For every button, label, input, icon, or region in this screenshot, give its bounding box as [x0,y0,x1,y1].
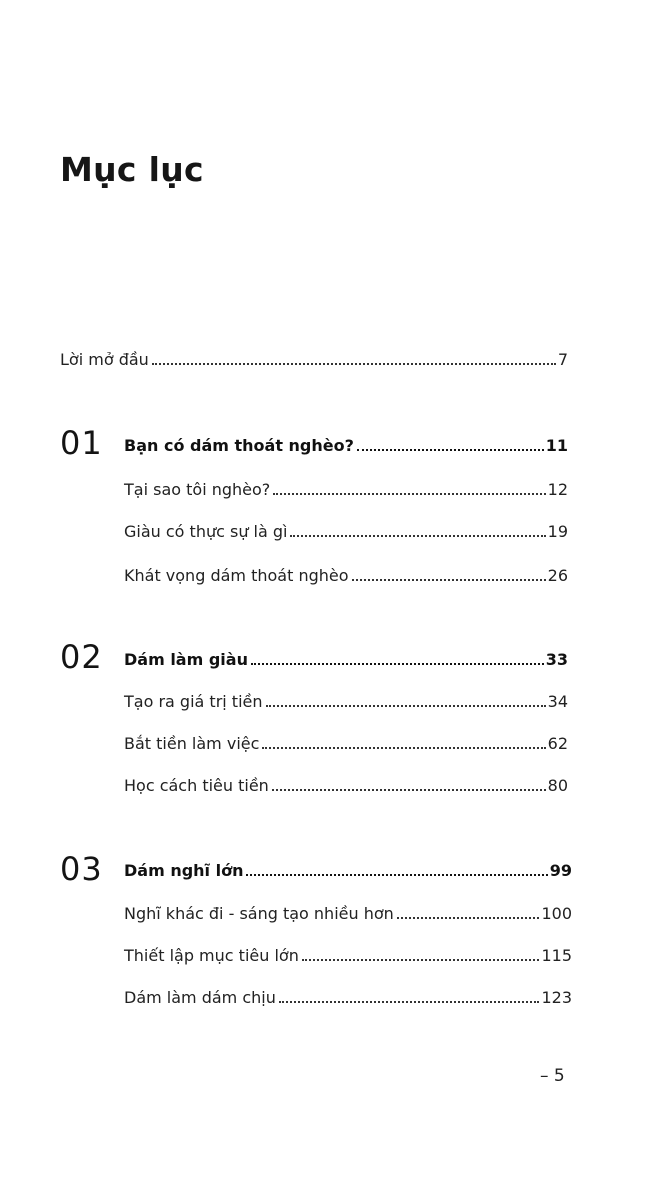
section-page: 62 [547,734,568,753]
dot-leader [290,535,545,537]
chapter-page: 99 [549,861,572,880]
dot-leader [246,874,547,876]
section-label: Bắt tiền làm việc [124,734,260,753]
section-label: Tại sao tôi nghèo? [124,480,271,499]
section-label: Dám làm dám chịu [124,988,276,1007]
dot-leader [357,449,544,451]
toc-section-entry [124,984,572,1008]
section-page: 19 [547,522,568,541]
section-page: 34 [547,692,568,711]
dot-leader [352,579,546,581]
page-title: Mục lục [60,150,204,189]
section-label: Học cách tiêu tiền [124,776,269,795]
chapter-number: 03 [60,850,103,888]
toc-section-entry [124,942,572,966]
section-page: 26 [547,566,568,585]
dot-leader [279,1001,540,1003]
section-page: 12 [547,480,568,499]
toc-chapter-heading [124,646,568,670]
section-page: 115 [541,946,572,965]
chapter-number: 01 [60,424,103,462]
dot-leader [266,705,546,707]
toc-section-entry [124,562,568,586]
toc-chapter-heading [124,432,568,456]
section-label: Nghĩ khác đi - sáng tạo nhiều hơn [124,904,394,923]
toc-section-entry [124,518,568,542]
chapter-title: Dám làm giàu [124,650,248,669]
section-label: Giàu có thực sự là gì [124,522,288,541]
toc-entry-page: 7 [557,350,568,369]
section-label: Tạo ra giá trị tiền [124,692,263,711]
dot-leader [273,493,545,495]
toc-section-entry [124,772,568,796]
toc-section-entry [124,900,572,924]
toc-section-entry [124,688,568,712]
section-label: Thiết lập mục tiêu lớn [124,946,299,965]
dot-leader [262,747,545,749]
chapter-title: Bạn có dám thoát nghèo? [124,436,354,455]
dot-leader [251,663,544,665]
chapter-number: 02 [60,638,103,676]
section-label: Khát vọng dám thoát nghèo [124,566,349,585]
dot-leader [272,789,546,791]
toc-entry-label: Lời mở đầu [60,350,149,369]
dot-leader [302,959,540,961]
toc-chapter-heading [124,857,572,881]
chapter-page: 11 [545,436,568,455]
section-page: 80 [547,776,568,795]
toc-entry-preface [60,346,568,370]
dot-leader [152,363,556,365]
page-number: – 5 [540,1066,565,1086]
section-page: 123 [541,988,572,1007]
dot-leader [397,917,540,919]
chapter-title: Dám nghĩ lớn [124,861,244,880]
section-page: 100 [541,904,572,923]
toc-section-entry [124,730,568,754]
toc-section-entry [124,476,568,500]
chapter-page: 33 [545,650,568,669]
